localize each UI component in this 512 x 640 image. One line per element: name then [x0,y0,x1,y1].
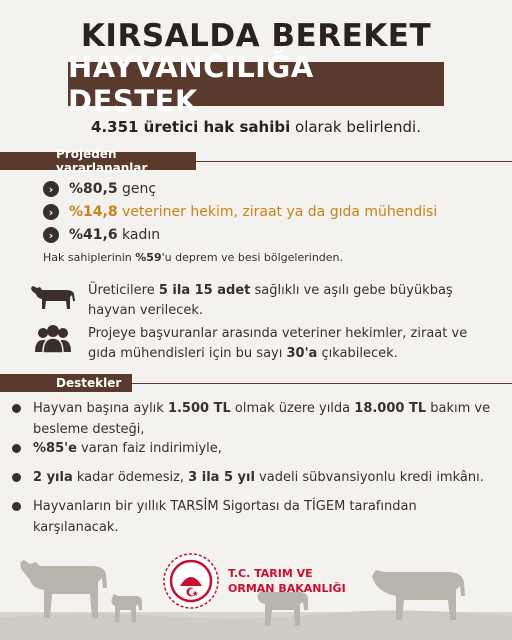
ministry-logo [162,552,346,610]
title-line-2: HAYVANCILIĞA DESTEK [68,50,314,118]
chevron-right-icon: › [43,227,59,243]
cattle-info: Üreticilere 5 ila 15 adet sağlıklı ve aşılı gebe büyükbaş hayvan verilecek. [28,281,488,321]
section-tab-beneficiaries: Projeden yararlananlar [0,152,196,170]
people-icon [28,324,78,354]
people-info: Projeye başvuranlar arasında veteriner hekimler, ziraat ve gıda mühendisleri için bu sayı 30'a çıkabilecek. [28,324,488,364]
ministry-emblem-icon [162,552,220,610]
beneficiaries-note: Hak sahiplerinin %59'u deprem ve besi bölgelerinden. [43,251,344,264]
support-item: Hayvanların bir yıllık TARSİM Sigortası da TİGEM tarafından karşılanacak. [12,496,492,538]
stat-row: › %41,6 kadın [43,227,160,243]
support-item: %85'e varan faiz indirimiyle, [12,438,492,459]
cow-icon [28,281,78,311]
divider [196,161,512,162]
bullet-icon [12,444,21,453]
support-item: Hayvan başına aylık 1.500 TL olmak üzere yılda 18.000 TL bakım ve besleme desteği, [12,398,492,440]
divider [132,383,512,384]
section-tab-supports: Destekler [0,374,132,392]
chevron-right-icon: › [43,181,59,197]
title-band [68,50,444,118]
bullet-icon [12,473,21,482]
support-item: 2 yıla kadar ödemesiz, 3 ila 5 yıl vadeli sübvansiyonlu kredi imkânı. [12,467,492,488]
chevron-right-icon: › [43,204,59,220]
bullet-icon [12,502,21,511]
ministry-name-line-2: ORMAN BAKANLIĞI [228,582,346,595]
title-line-1: KIRSALDA BEREKET [80,18,432,54]
bullet-icon [12,404,21,413]
ministry-name-line-1: T.C. TARIM VE [228,567,313,580]
stat-row: › %80,5 genç [43,181,156,197]
stat-row: › %14,8 veteriner hekim, ziraat ya da gıda mühendisi [43,204,437,220]
subtitle: 4.351 üretici hak sahibi olarak belirlendi. [91,118,421,136]
